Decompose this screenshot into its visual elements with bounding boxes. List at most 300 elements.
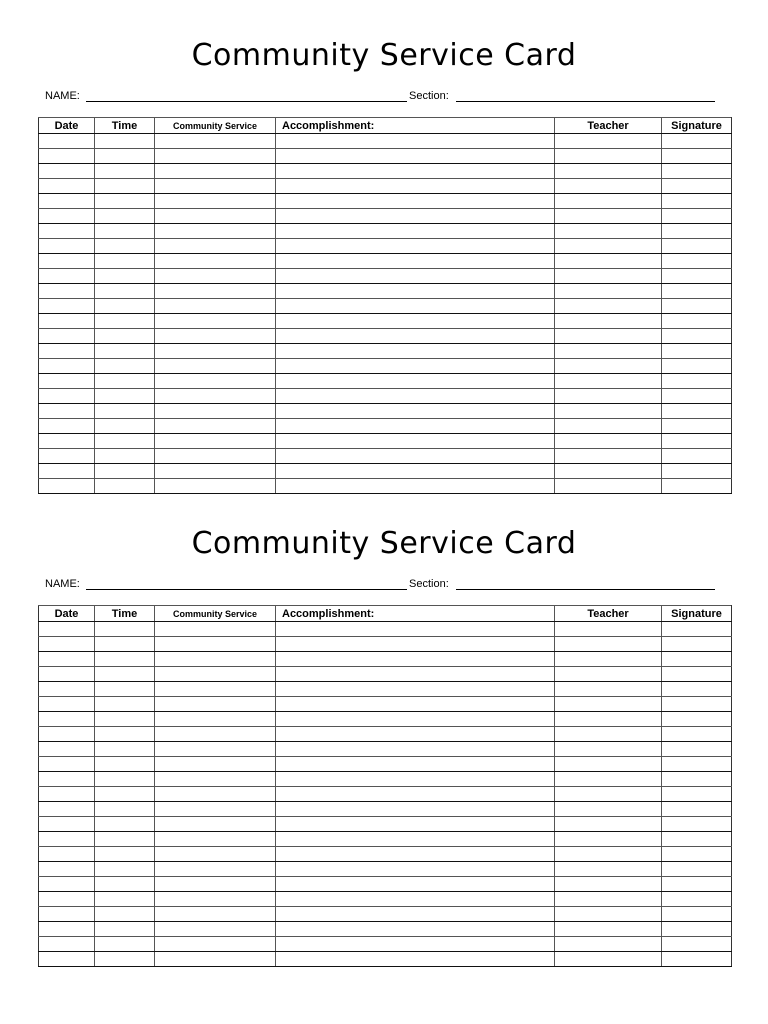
accomplishment-cell[interactable] (276, 712, 555, 727)
date-cell[interactable] (39, 817, 95, 832)
time-cell[interactable] (95, 892, 155, 907)
community-service-cell[interactable] (155, 239, 276, 254)
signature-cell[interactable] (662, 164, 732, 179)
accomplishment-cell[interactable] (276, 862, 555, 877)
accomplishment-cell[interactable] (276, 254, 555, 269)
time-cell[interactable] (95, 922, 155, 937)
date-cell[interactable] (39, 832, 95, 847)
community-service-cell[interactable] (155, 179, 276, 194)
date-cell[interactable] (39, 847, 95, 862)
date-cell[interactable] (39, 637, 95, 652)
community-service-cell[interactable] (155, 832, 276, 847)
teacher-cell[interactable] (555, 952, 662, 967)
teacher-cell[interactable] (555, 389, 662, 404)
signature-cell[interactable] (662, 667, 732, 682)
date-cell[interactable] (39, 134, 95, 149)
signature-cell[interactable] (662, 757, 732, 772)
community-service-cell[interactable] (155, 877, 276, 892)
accomplishment-cell[interactable] (276, 742, 555, 757)
teacher-cell[interactable] (555, 359, 662, 374)
community-service-cell[interactable] (155, 299, 276, 314)
teacher-cell[interactable] (555, 832, 662, 847)
time-cell[interactable] (95, 344, 155, 359)
signature-cell[interactable] (662, 194, 732, 209)
time-cell[interactable] (95, 937, 155, 952)
date-cell[interactable] (39, 419, 95, 434)
accomplishment-cell[interactable] (276, 622, 555, 637)
date-cell[interactable] (39, 937, 95, 952)
time-cell[interactable] (95, 134, 155, 149)
date-cell[interactable] (39, 712, 95, 727)
time-cell[interactable] (95, 802, 155, 817)
teacher-cell[interactable] (555, 269, 662, 284)
date-cell[interactable] (39, 404, 95, 419)
accomplishment-cell[interactable] (276, 419, 555, 434)
signature-cell[interactable] (662, 892, 732, 907)
teacher-cell[interactable] (555, 742, 662, 757)
accomplishment-cell[interactable] (276, 952, 555, 967)
accomplishment-cell[interactable] (276, 757, 555, 772)
signature-cell[interactable] (662, 419, 732, 434)
community-service-cell[interactable] (155, 622, 276, 637)
accomplishment-cell[interactable] (276, 877, 555, 892)
date-cell[interactable] (39, 434, 95, 449)
date-cell[interactable] (39, 239, 95, 254)
signature-cell[interactable] (662, 179, 732, 194)
teacher-cell[interactable] (555, 194, 662, 209)
date-cell[interactable] (39, 224, 95, 239)
signature-cell[interactable] (662, 817, 732, 832)
time-cell[interactable] (95, 359, 155, 374)
signature-cell[interactable] (662, 772, 732, 787)
teacher-cell[interactable] (555, 344, 662, 359)
community-service-cell[interactable] (155, 389, 276, 404)
date-cell[interactable] (39, 449, 95, 464)
signature-cell[interactable] (662, 637, 732, 652)
community-service-cell[interactable] (155, 269, 276, 284)
teacher-cell[interactable] (555, 862, 662, 877)
accomplishment-cell[interactable] (276, 284, 555, 299)
signature-cell[interactable] (662, 922, 732, 937)
table-row (39, 832, 732, 847)
accomplishment-cell[interactable] (276, 134, 555, 149)
community-service-cell[interactable] (155, 329, 276, 344)
table-row (39, 907, 732, 922)
signature-cell[interactable] (662, 907, 732, 922)
signature-cell[interactable] (662, 224, 732, 239)
signature-cell[interactable] (662, 434, 732, 449)
date-cell[interactable] (39, 464, 95, 479)
accomplishment-cell[interactable] (276, 164, 555, 179)
accomplishment-cell[interactable] (276, 374, 555, 389)
teacher-cell[interactable] (555, 682, 662, 697)
community-service-cell[interactable] (155, 209, 276, 224)
signature-cell[interactable] (662, 952, 732, 967)
time-cell[interactable] (95, 652, 155, 667)
date-cell[interactable] (39, 652, 95, 667)
community-service-cell[interactable] (155, 862, 276, 877)
community-service-cell[interactable] (155, 757, 276, 772)
date-cell[interactable] (39, 164, 95, 179)
accomplishment-cell[interactable] (276, 209, 555, 224)
signature-cell[interactable] (662, 802, 732, 817)
community-service-cell[interactable] (155, 284, 276, 299)
accomplishment-cell[interactable] (276, 224, 555, 239)
community-service-cell[interactable] (155, 149, 276, 164)
accomplishment-cell[interactable] (276, 179, 555, 194)
teacher-cell[interactable] (555, 787, 662, 802)
date-cell[interactable] (39, 952, 95, 967)
date-cell[interactable] (39, 149, 95, 164)
community-service-cell[interactable] (155, 952, 276, 967)
accomplishment-cell[interactable] (276, 239, 555, 254)
accomplishment-cell[interactable] (276, 359, 555, 374)
community-service-cell[interactable] (155, 464, 276, 479)
date-cell[interactable] (39, 922, 95, 937)
accomplishment-cell[interactable] (276, 772, 555, 787)
time-cell[interactable] (95, 772, 155, 787)
signature-cell[interactable] (662, 862, 732, 877)
signature-cell[interactable] (662, 877, 732, 892)
community-service-cell[interactable] (155, 787, 276, 802)
teacher-cell[interactable] (555, 299, 662, 314)
community-service-cell[interactable] (155, 667, 276, 682)
table-row (39, 877, 732, 892)
teacher-cell[interactable] (555, 697, 662, 712)
accomplishment-cell[interactable] (276, 449, 555, 464)
accomplishment-cell[interactable] (276, 464, 555, 479)
teacher-cell[interactable] (555, 224, 662, 239)
date-cell[interactable] (39, 772, 95, 787)
time-cell[interactable] (95, 314, 155, 329)
teacher-cell[interactable] (555, 877, 662, 892)
signature-cell[interactable] (662, 389, 732, 404)
signature-cell[interactable] (662, 269, 732, 284)
accomplishment-cell[interactable] (276, 802, 555, 817)
signature-cell[interactable] (662, 209, 732, 224)
date-cell[interactable] (39, 667, 95, 682)
signature-cell[interactable] (662, 359, 732, 374)
date-cell[interactable] (39, 479, 95, 494)
teacher-cell[interactable] (555, 284, 662, 299)
teacher-cell[interactable] (555, 652, 662, 667)
date-cell[interactable] (39, 194, 95, 209)
signature-cell[interactable] (662, 449, 732, 464)
signature-cell[interactable] (662, 727, 732, 742)
signature-cell[interactable] (662, 329, 732, 344)
teacher-cell[interactable] (555, 817, 662, 832)
column-header-date: Date (39, 118, 95, 134)
time-cell[interactable] (95, 479, 155, 494)
teacher-cell[interactable] (555, 637, 662, 652)
table-row (39, 937, 732, 952)
time-cell[interactable] (95, 622, 155, 637)
time-cell[interactable] (95, 194, 155, 209)
teacher-cell[interactable] (555, 149, 662, 164)
teacher-cell[interactable] (555, 479, 662, 494)
time-cell[interactable] (95, 284, 155, 299)
time-cell[interactable] (95, 209, 155, 224)
community-service-cell[interactable] (155, 712, 276, 727)
accomplishment-cell[interactable] (276, 817, 555, 832)
signature-cell[interactable] (662, 847, 732, 862)
date-cell[interactable] (39, 314, 95, 329)
section-field[interactable] (456, 589, 715, 590)
teacher-cell[interactable] (555, 667, 662, 682)
signature-cell[interactable] (662, 937, 732, 952)
date-cell[interactable] (39, 329, 95, 344)
signature-cell[interactable] (662, 284, 732, 299)
signature-cell[interactable] (662, 479, 732, 494)
table-row (39, 667, 732, 682)
time-cell[interactable] (95, 787, 155, 802)
accomplishment-cell[interactable] (276, 479, 555, 494)
teacher-cell[interactable] (555, 847, 662, 862)
time-cell[interactable] (95, 329, 155, 344)
community-service-cell[interactable] (155, 164, 276, 179)
signature-cell[interactable] (662, 404, 732, 419)
accomplishment-cell[interactable] (276, 697, 555, 712)
teacher-cell[interactable] (555, 802, 662, 817)
community-service-cell[interactable] (155, 922, 276, 937)
signature-cell[interactable] (662, 344, 732, 359)
signature-cell[interactable] (662, 149, 732, 164)
time-cell[interactable] (95, 907, 155, 922)
community-service-cell[interactable] (155, 682, 276, 697)
date-cell[interactable] (39, 877, 95, 892)
time-cell[interactable] (95, 952, 155, 967)
time-cell[interactable] (95, 727, 155, 742)
signature-cell[interactable] (662, 622, 732, 637)
community-service-cell[interactable] (155, 652, 276, 667)
community-service-cell[interactable] (155, 434, 276, 449)
community-service-cell[interactable] (155, 772, 276, 787)
time-cell[interactable] (95, 817, 155, 832)
community-service-cell[interactable] (155, 802, 276, 817)
name-field[interactable] (86, 589, 407, 590)
time-cell[interactable] (95, 449, 155, 464)
community-service-cell[interactable] (155, 817, 276, 832)
accomplishment-cell[interactable] (276, 194, 555, 209)
community-service-cell[interactable] (155, 637, 276, 652)
community-service-cell[interactable] (155, 892, 276, 907)
signature-cell[interactable] (662, 697, 732, 712)
accomplishment-cell[interactable] (276, 787, 555, 802)
accomplishment-cell[interactable] (276, 299, 555, 314)
date-cell[interactable] (39, 269, 95, 284)
time-cell[interactable] (95, 832, 155, 847)
teacher-cell[interactable] (555, 254, 662, 269)
date-cell[interactable] (39, 344, 95, 359)
teacher-cell[interactable] (555, 727, 662, 742)
time-cell[interactable] (95, 419, 155, 434)
teacher-cell[interactable] (555, 937, 662, 952)
teacher-cell[interactable] (555, 907, 662, 922)
time-cell[interactable] (95, 224, 155, 239)
teacher-cell[interactable] (555, 757, 662, 772)
community-service-cell[interactable] (155, 847, 276, 862)
teacher-cell[interactable] (555, 622, 662, 637)
accomplishment-cell[interactable] (276, 667, 555, 682)
time-cell[interactable] (95, 239, 155, 254)
time-cell[interactable] (95, 862, 155, 877)
community-service-cell[interactable] (155, 697, 276, 712)
signature-cell[interactable] (662, 652, 732, 667)
community-service-cell[interactable] (155, 404, 276, 419)
community-service-cell[interactable] (155, 254, 276, 269)
time-cell[interactable] (95, 179, 155, 194)
signature-cell[interactable] (662, 682, 732, 697)
date-cell[interactable] (39, 802, 95, 817)
community-service-cell[interactable] (155, 937, 276, 952)
teacher-cell[interactable] (555, 209, 662, 224)
community-service-cell[interactable] (155, 374, 276, 389)
teacher-cell[interactable] (555, 404, 662, 419)
time-cell[interactable] (95, 149, 155, 164)
teacher-cell[interactable] (555, 712, 662, 727)
community-service-cell[interactable] (155, 742, 276, 757)
community-service-cell[interactable] (155, 727, 276, 742)
community-service-cell[interactable] (155, 359, 276, 374)
table-row (39, 194, 732, 209)
teacher-cell[interactable] (555, 419, 662, 434)
signature-cell[interactable] (662, 742, 732, 757)
teacher-cell[interactable] (555, 892, 662, 907)
time-cell[interactable] (95, 434, 155, 449)
name-label: NAME: (45, 90, 80, 102)
teacher-cell[interactable] (555, 164, 662, 179)
accomplishment-cell[interactable] (276, 652, 555, 667)
signature-cell[interactable] (662, 314, 732, 329)
name-field[interactable] (86, 101, 407, 102)
accomplishment-cell[interactable] (276, 847, 555, 862)
date-cell[interactable] (39, 359, 95, 374)
table-row (39, 224, 732, 239)
signature-cell[interactable] (662, 787, 732, 802)
date-cell[interactable] (39, 254, 95, 269)
time-cell[interactable] (95, 254, 155, 269)
community-service-cell[interactable] (155, 344, 276, 359)
date-cell[interactable] (39, 389, 95, 404)
time-cell[interactable] (95, 637, 155, 652)
date-cell[interactable] (39, 742, 95, 757)
time-cell[interactable] (95, 712, 155, 727)
community-service-cell[interactable] (155, 907, 276, 922)
date-cell[interactable] (39, 757, 95, 772)
time-cell[interactable] (95, 667, 155, 682)
teacher-cell[interactable] (555, 374, 662, 389)
accomplishment-cell[interactable] (276, 149, 555, 164)
time-cell[interactable] (95, 742, 155, 757)
date-cell[interactable] (39, 787, 95, 802)
signature-cell[interactable] (662, 254, 732, 269)
time-cell[interactable] (95, 697, 155, 712)
accomplishment-cell[interactable] (276, 314, 555, 329)
teacher-cell[interactable] (555, 179, 662, 194)
table-row (39, 359, 732, 374)
time-cell[interactable] (95, 299, 155, 314)
accomplishment-cell[interactable] (276, 269, 555, 284)
accomplishment-cell[interactable] (276, 907, 555, 922)
time-cell[interactable] (95, 404, 155, 419)
time-cell[interactable] (95, 164, 155, 179)
time-cell[interactable] (95, 847, 155, 862)
accomplishment-cell[interactable] (276, 329, 555, 344)
accomplishment-cell[interactable] (276, 937, 555, 952)
signature-cell[interactable] (662, 712, 732, 727)
signature-cell[interactable] (662, 374, 732, 389)
date-cell[interactable] (39, 697, 95, 712)
signature-cell[interactable] (662, 134, 732, 149)
community-service-cell[interactable] (155, 314, 276, 329)
signature-cell[interactable] (662, 299, 732, 314)
accomplishment-cell[interactable] (276, 434, 555, 449)
date-cell[interactable] (39, 374, 95, 389)
teacher-cell[interactable] (555, 922, 662, 937)
accomplishment-cell[interactable] (276, 832, 555, 847)
accomplishment-cell[interactable] (276, 922, 555, 937)
community-service-cell[interactable] (155, 134, 276, 149)
table-row (39, 464, 732, 479)
table-row (39, 389, 732, 404)
time-cell[interactable] (95, 877, 155, 892)
date-cell[interactable] (39, 299, 95, 314)
time-cell[interactable] (95, 269, 155, 284)
accomplishment-cell[interactable] (276, 344, 555, 359)
date-cell[interactable] (39, 622, 95, 637)
teacher-cell[interactable] (555, 329, 662, 344)
teacher-cell[interactable] (555, 134, 662, 149)
date-cell[interactable] (39, 179, 95, 194)
teacher-cell[interactable] (555, 434, 662, 449)
signature-cell[interactable] (662, 464, 732, 479)
community-service-cell[interactable] (155, 419, 276, 434)
time-cell[interactable] (95, 757, 155, 772)
signature-cell[interactable] (662, 832, 732, 847)
table-row (39, 344, 732, 359)
signature-cell[interactable] (662, 239, 732, 254)
teacher-cell[interactable] (555, 314, 662, 329)
accomplishment-cell[interactable] (276, 727, 555, 742)
accomplishment-cell[interactable] (276, 682, 555, 697)
date-cell[interactable] (39, 727, 95, 742)
community-service-cell[interactable] (155, 479, 276, 494)
teacher-cell[interactable] (555, 449, 662, 464)
community-service-cell[interactable] (155, 449, 276, 464)
accomplishment-cell[interactable] (276, 892, 555, 907)
teacher-cell[interactable] (555, 464, 662, 479)
time-cell[interactable] (95, 374, 155, 389)
community-service-cell[interactable] (155, 194, 276, 209)
section-field[interactable] (456, 101, 715, 102)
date-cell[interactable] (39, 682, 95, 697)
teacher-cell[interactable] (555, 772, 662, 787)
teacher-cell[interactable] (555, 239, 662, 254)
date-cell[interactable] (39, 862, 95, 877)
time-cell[interactable] (95, 682, 155, 697)
date-cell[interactable] (39, 907, 95, 922)
date-cell[interactable] (39, 892, 95, 907)
date-cell[interactable] (39, 284, 95, 299)
community-service-cell[interactable] (155, 224, 276, 239)
accomplishment-cell[interactable] (276, 404, 555, 419)
table-row (39, 209, 732, 224)
time-cell[interactable] (95, 389, 155, 404)
accomplishment-cell[interactable] (276, 389, 555, 404)
date-cell[interactable] (39, 209, 95, 224)
time-cell[interactable] (95, 464, 155, 479)
accomplishment-cell[interactable] (276, 637, 555, 652)
